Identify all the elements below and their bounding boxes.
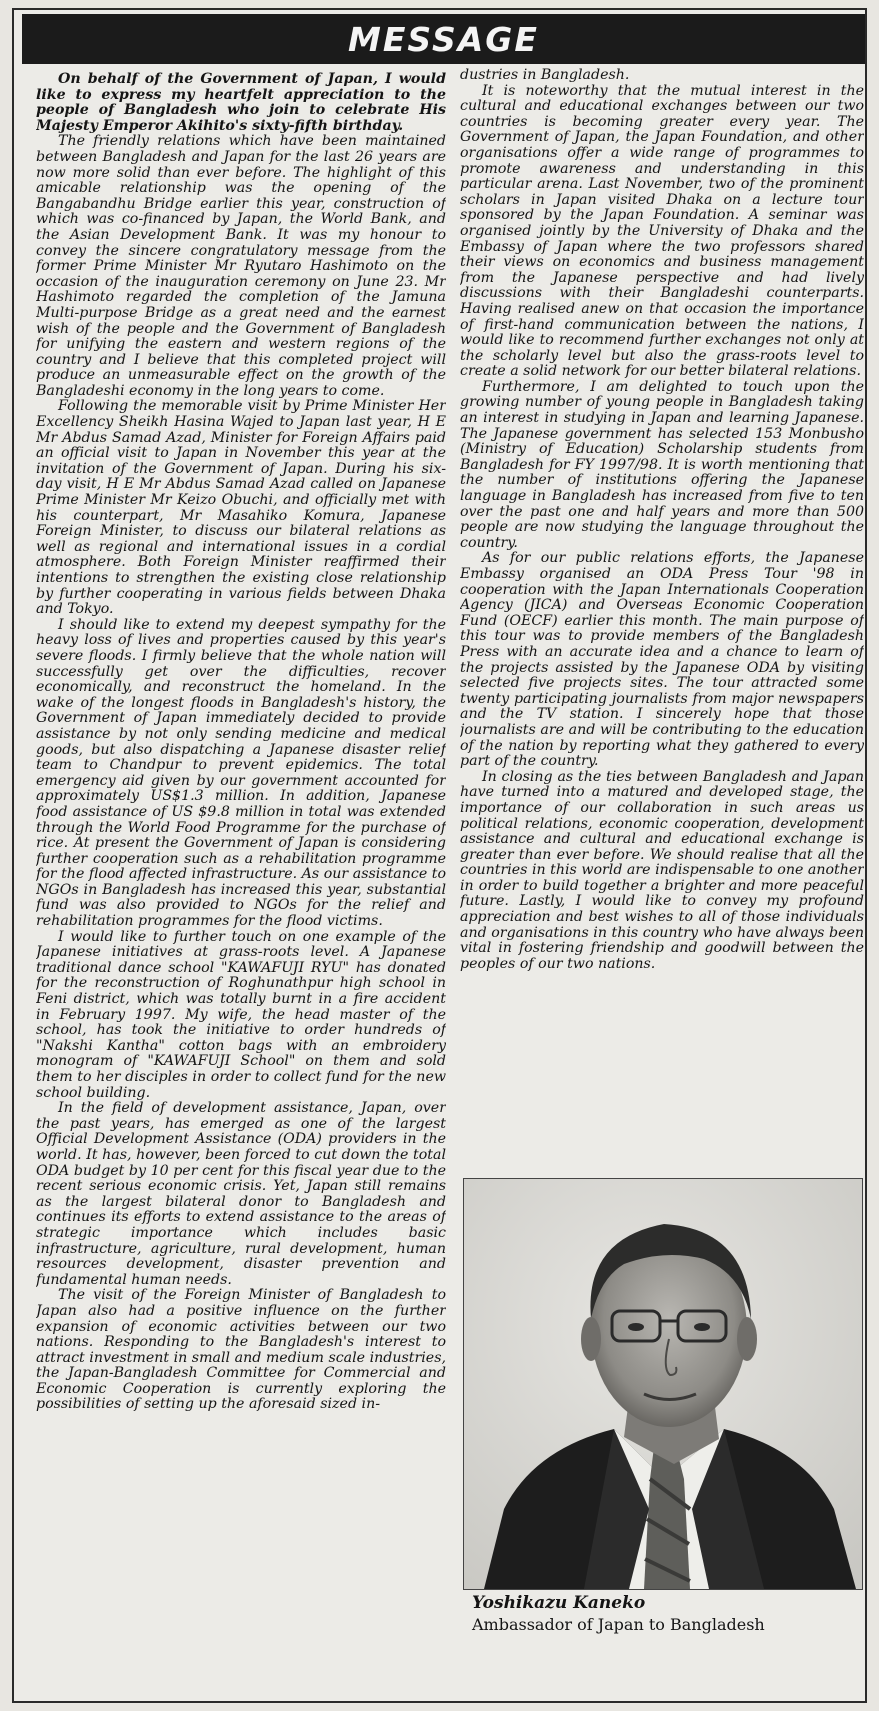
paragraph: The visit of the Foreign Minister of Bangladesh to Japan also had a positive influence on the further expansion of economic activities between our two nations. Responding to the Bangladesh's interest to attract investment in small and medium scale industries, the Japan-Bangladesh Committee for Commercial and Economic Cooperation is currently exploring the possibilities of setting up the aforesaid sized in- (36, 1287, 446, 1413)
message-banner (22, 14, 865, 64)
paragraph: I would like to further touch on one example of the Japanese initiatives at grass-roots level. A Japanese traditional dance school "KAWAFUJI RYU" has donated for the reconstruction of Roghunathpur high school in Feni district, which was totally burnt in a fire accident in February 1997. My wife, the head master of the school, has took the initiative to order hundreds of "Nakshi Kantha" cotton bags with an embroidery monogram of "KAWAFUJI School" on them and sold them to her disciples in order to collect fund for the new school building. (36, 928, 446, 1101)
paragraph: As for our public relations efforts, the Japanese Embassy organised an ODA Press Tour '98 in cooperation with the Japan Internationals Cooperation Agency (JICA) and Overseas Economic Cooperation Fund (OECF) earlier this month. The main purpose of this tour was to provide members of the Bangladesh Press with an accurate idea and a chance to learn of the projects assisted by the Japanese ODA by visiting selected five projects sites. The tour attracted some twenty participating journalists from major newspapers and the TV station. I sincerely hope that those journalists are and will be contributing to the education of the nation by reporting what they gathered to every part of the country. (460, 550, 864, 770)
paragraph: On behalf of the Government of Japan, I would like to express my heartfelt appreciation to the people of Bangladesh who join to celebrate His Majesty Emperor Akihito's sixty-fifth birthday. (36, 72, 446, 134)
paragraph: Following the memorable visit by Prime Minister Her Excellency Sheikh Hasina Wajed to Japan last year, H E Mr Abdus Samad Azad, Minister for Foreign Affairs paid an official visit to Japan in November this year at the invitation of the Government of Japan. During his six-day visit, H E Mr Abdus Samad Azad called on Japanese Prime Minister Mr Keizo Obuchi, and officially met with his counterpart, Mr Masahiko Komura, Japanese Foreign Minister, to discuss our bilateral relations as well as regional and international issues in a cordial atmosphere. Both Foreign Minister reaffirmed their intentions to strengthen the existing close relationship by further cooperating in various fields between Dhaka and Tokyo. (36, 398, 446, 618)
ambassador-name: Yoshikazu Kaneko (472, 1593, 646, 1613)
photo-caption (472, 1592, 862, 1636)
ambassador-portrait (463, 1178, 863, 1590)
page-title: MESSAGE (348, 19, 539, 59)
right-column (460, 68, 864, 1176)
paragraph: In closing as the ties between Bangladesh and Japan have turned into a matured and developed stage, the importance of our collaboration in such areas us political relations, economic cooperation, development assistance and cultural and educational exchange is greater than ever before. We should realise that all the countries in this world are indispensable to one another in order to build together a brighter and more peaceful future. Lastly, I would like to convey my profound appreciation and best wishes to all of those individuals and organisations in this country who have always been vital in fostering friendship and goodwill between the peoples of our two nations. (460, 768, 864, 972)
ambassador-title: Ambassador of Japan to Bangladesh (472, 1615, 765, 1634)
left-column (36, 72, 446, 1694)
paragraph: Furthermore, I am delighted to touch upon the growing number of young people in Bangladesh taking an interest in studying in Japan and learning Japanese. The Japanese government has selected 153 Monbusho (Ministry of Education) Scholarship students from Bangladesh for FY 1997/98. It is worth mentioning that the number of institutions offering the Japanese language in Bangladesh has increased from five to ten over the past one and half years and more than 500 people are now studying the language throughout the country. (460, 378, 864, 551)
paragraph: I should like to extend my deepest sympathy for the heavy loss of lives and properties caused by this year's severe floods. I firmly believe that the whole nation will successfully get over the difficulties, recover economically, and reconstruct the homeland. In the wake of the longest floods in Bangladesh's history, the Government of Japan immediately decided to provide assistance by not only sending medicine and medical goods, but also dispatching a Japanese disaster relief team to Chandpur to prevent epidemics. The total emergency aid given by our government accounted for approximately US$1.3 million. In addition, Japanese food assistance of US $9.8 million in total was extended through the World Food Programme for the purchase of rice. At present the Government of Japan is considering further cooperation such as a rehabilitation programme for the flood affected infrastructure. As our assistance to NGOs in Bangladesh has increased this year, substantial fund was also provided to NGOs for the relief and rehabilitation programmes for the flood victims. (36, 616, 446, 930)
paragraph: It is noteworthy that the mutual interest in the cultural and educational exchanges between our two countries is becoming greater every year. The Government of Japan, the Japan Foundation, and other organisations offer a wide range of programmes to promote awareness and understanding in this particular arena. Last November, two of the prominent scholars in Japan visited Dhaka on a lecture tour sponsored by the Japan Foundation. A seminar was organised jointly by the University of Dhaka and the Embassy of Japan where the two professors shared their views on economics and business management from the Japanese perspective and had lively discussions with their Bangladeshi counterparts. Having realised anew on that occasion the importance of first-hand communication between the nations, I would like to recommend further exchanges not only at the scholarly level but also the grass-roots level to create a solid network for our better bilateral relations. (460, 82, 864, 380)
paragraph: The friendly relations which have been maintained between Bangladesh and Japan for the last 26 years are now more solid than ever before. The highlight of this amicable relationship was the opening of the Bangabandhu Bridge earlier this year, construction of which was co-financed by Japan, the World Bank, and the Asian Development Bank. It was my honour to convey the sincere congratulatory message from the former Prime Minister Mr Ryutaro Hashimoto on the occasion of the inauguration ceremony on June 23. Mr Hashimoto regarded the completion of the Jamuna Multi-purpose Bridge as a great need and the earnest wish of the people and the Government of Bangladesh for unifying the eastern and western regions of the country and I believe that this completed project will produce an unmeasurable effect on the growth of the Bangladeshi economy in the long years to come. (36, 133, 446, 399)
paragraph: In the field of development assistance, Japan, over the past years, has emerged as one of the largest Official Development Assistance (ODA) providers in the world. It has, however, been forced to cut down the total ODA budget by 10 per cent for this fiscal year due to the recent serious economic crisis. Yet, Japan still remains as the largest bilateral donor to Bangladesh and continues its efforts to extend assistance to the areas of strategic importance which includes basic infrastructure, agriculture, rural development, human resources development, disaster prevention and fundamental human needs. (36, 1100, 446, 1288)
paragraph: dustries in Bangladesh. (460, 68, 630, 83)
newspaper-page (12, 8, 867, 1703)
portrait-photo (464, 1179, 862, 1589)
